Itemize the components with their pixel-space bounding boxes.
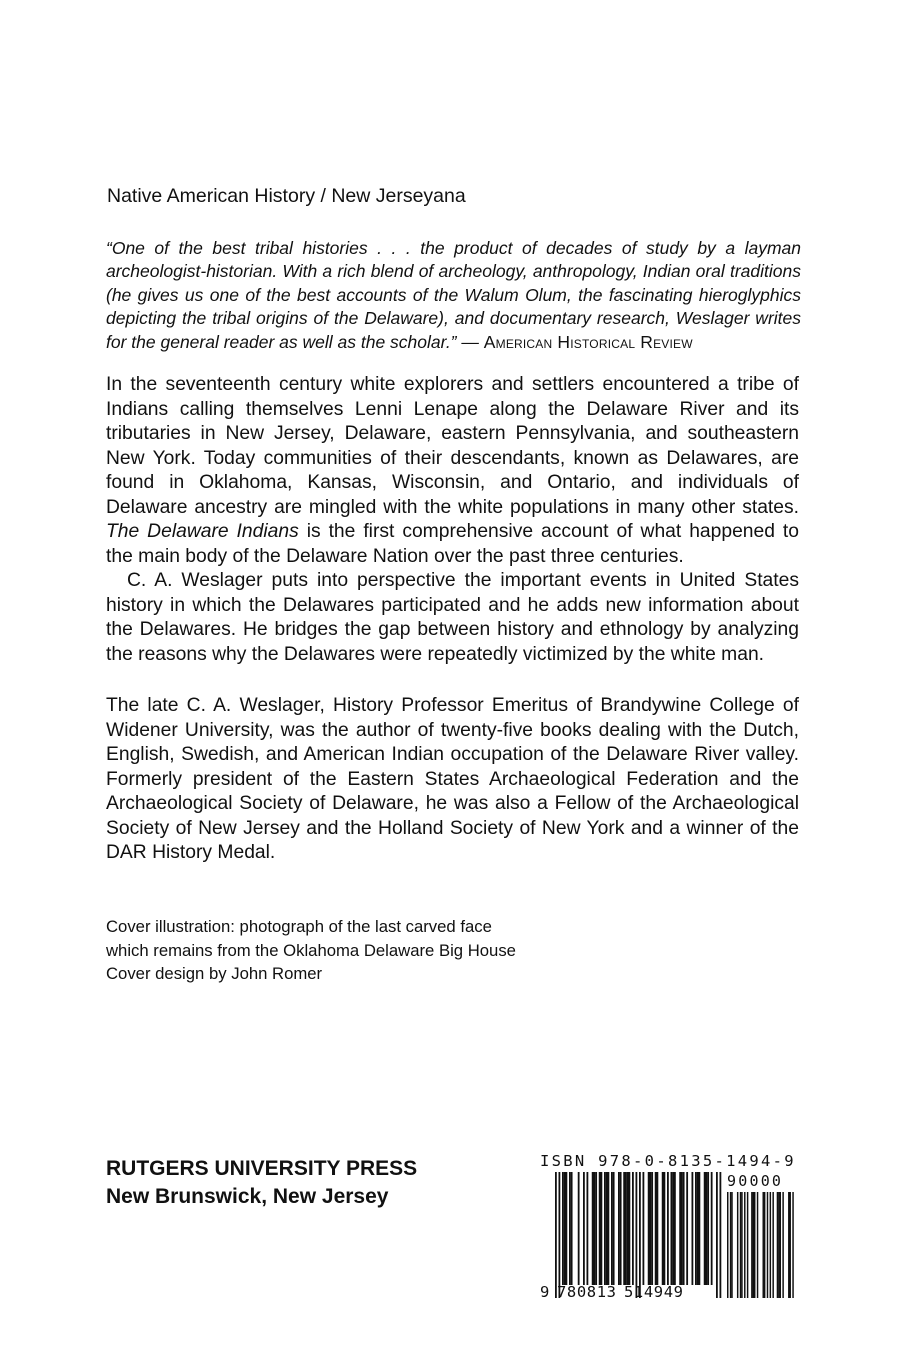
barcode-first-digit: 9 (540, 1283, 550, 1301)
barcode-bar (667, 1172, 669, 1285)
review-source: American Historical Review (483, 331, 693, 352)
barcode-bar (674, 1172, 676, 1285)
barcode-guard-bar (636, 1172, 638, 1298)
category-label: Native American History / New Jerseyana (107, 185, 466, 207)
description-text-a: In the seventeenth century white explorers and settlers encountered a tribe of Indians calling themselves Lenni Lenape along the Delaware River and its tributaries in New Jersey, Delaware, eastern Pennsylvania, and southeastern New York. Today communities of their descendants, known as Delawares, are found in Oklahoma, Kansas, Wisconsin, and Ontario, and individuals of Delaware ancestry are mingled with the white populations in many other states. (106, 374, 799, 518)
addon-bars (727, 1192, 794, 1298)
barcode-bar (611, 1172, 613, 1285)
cover-credits (106, 915, 516, 986)
barcode-bar (632, 1172, 634, 1285)
addon-bar (772, 1192, 773, 1298)
barcode-bar (604, 1172, 606, 1285)
description-paragraph-1 (106, 373, 799, 569)
addon-bar (731, 1192, 732, 1298)
barcode-addon-digits: 90000 (727, 1172, 784, 1190)
barcode-bar (695, 1172, 697, 1285)
publisher-location: New Brunswick, New Jersey (106, 1185, 389, 1208)
barcode-bar (587, 1172, 589, 1285)
barcode-bar (578, 1172, 580, 1285)
addon-bar (777, 1192, 778, 1298)
author-bio-text: The late C. A. Weslager, History Professor Emeritus of Brandywine College of Widener University, was the author of twenty-five books dealing with the Dutch, English, Swedish, and American Indian occupation of the Delaware River valley. Formerly president of the Eastern States Archaeological Federation and the Archaeological Society of Delaware, he was also a Fellow of the Archaeological Society of New Jersey and the Holland Society of New York and a winner of the DAR History Medal. (106, 695, 799, 863)
barcode-bar (683, 1172, 685, 1285)
addon-bar (770, 1192, 771, 1298)
barcode-guard-bar (555, 1172, 557, 1298)
barcode-guard-bar (720, 1172, 722, 1298)
credit-line-1: Cover illustration: photograph of the last carved face (106, 917, 492, 936)
addon-bar (792, 1192, 793, 1298)
barcode-bar (623, 1172, 625, 1285)
addon-bar (780, 1192, 781, 1298)
barcode-bar (571, 1172, 573, 1285)
addon-bar (744, 1192, 745, 1298)
barcode-bar (692, 1172, 694, 1285)
description-text-b: is the first comprehensive account of what happened to the main body of the Delaware Nation over the past three centuries. (106, 521, 799, 567)
barcode-bar (595, 1172, 597, 1285)
addon-bar (751, 1192, 752, 1298)
addon-bar (741, 1192, 742, 1298)
isbn-label: ISBN 978-0-8135-1494-9 (540, 1152, 796, 1170)
barcode-bar (664, 1172, 666, 1285)
author-bio (106, 694, 799, 866)
review-quote (106, 237, 801, 354)
barcode-bar (601, 1172, 603, 1285)
barcode-bar (650, 1172, 652, 1285)
barcode-guard-bar (559, 1172, 561, 1298)
barcode-bar (629, 1172, 631, 1285)
addon-bar (737, 1192, 738, 1298)
barcode-bar (608, 1172, 610, 1285)
ean13-bars (555, 1172, 721, 1298)
review-dash: — (456, 331, 484, 352)
barcode-bar (704, 1172, 706, 1285)
barcode-bar (618, 1172, 620, 1285)
barcode-bar (699, 1172, 701, 1285)
addon-bar (767, 1192, 768, 1298)
barcode-bar (651, 1172, 653, 1285)
barcode-bar (672, 1172, 674, 1285)
barcode-guard-bar (639, 1172, 641, 1298)
barcode-bar (706, 1172, 708, 1285)
barcode-bar (662, 1172, 664, 1285)
addon-bar (754, 1192, 755, 1298)
addon-bar (789, 1192, 790, 1298)
barcode-bar (686, 1172, 688, 1285)
description-paragraph-2: C. A. Weslager puts into perspective the important events in United States history in which the Delawares participated and he adds new information about the Delawares. He bridges the gap between history and ethnology by analyzing the reasons why the Delawares were repeatedly victimized by the white man. (106, 570, 799, 665)
publisher-name: RUTGERS UNIVERSITY PRESS (106, 1157, 418, 1180)
addon-bar (757, 1192, 758, 1298)
barcode-bar (679, 1172, 681, 1285)
barcode-bar (657, 1172, 659, 1285)
addon-bar (763, 1192, 764, 1298)
addon-bar (778, 1192, 779, 1298)
credit-line-3: Cover design by John Romer (106, 964, 323, 984)
barcode-bar (562, 1172, 564, 1285)
addon-bar (727, 1192, 728, 1298)
barcode-bar (594, 1172, 596, 1285)
barcode-bar (655, 1172, 657, 1285)
barcode-guard-bar (716, 1172, 718, 1298)
barcode-bar (606, 1172, 608, 1285)
publisher-block (106, 1155, 417, 1211)
review-quote-text: “One of the best tribal histories . . . the product of decades of study by a layman archeologist-historian. With a rich blend of archeology, anthropology, Indian oral traditions (he gives us one of the best accounts of the Walum Olum, the fascinating hieroglyphics depicting the tribal origins of the Delaware), and documentary research, Weslager writes for the general reader as well as the scholar.” (106, 238, 801, 352)
barcode-bar (643, 1172, 645, 1285)
credit-line-2: which remains from the Oklahoma Delaware Big House (106, 940, 516, 960)
barcode-left-digits: 780813 (557, 1283, 617, 1301)
barcode-bar (620, 1172, 622, 1285)
barcode-bar (569, 1172, 571, 1285)
barcode-bar (583, 1172, 585, 1285)
barcode-bar (625, 1172, 627, 1285)
barcode-bar (566, 1172, 568, 1285)
addon-bar (747, 1192, 748, 1298)
barcode-bar (627, 1172, 629, 1285)
barcode-bar (599, 1172, 601, 1285)
barcode-bar (711, 1172, 713, 1285)
book-title: The Delaware Indians (106, 521, 299, 542)
barcode-bar (707, 1172, 709, 1285)
barcode-bar (613, 1172, 615, 1285)
barcode-bar (671, 1172, 673, 1285)
addon-bar (788, 1192, 789, 1298)
addon-bar (764, 1192, 765, 1298)
barcode-bar (681, 1172, 683, 1285)
addon-bar (730, 1192, 731, 1298)
addon-bar (782, 1192, 783, 1298)
barcode-bar (564, 1172, 566, 1285)
addon-bar (740, 1192, 741, 1298)
book-description (106, 373, 799, 667)
barcode-right-digits: 514949 (624, 1283, 684, 1301)
barcode-bar (697, 1172, 699, 1285)
barcode-bar (648, 1172, 650, 1285)
addon-bar (753, 1192, 754, 1298)
barcode-bar (592, 1172, 594, 1285)
